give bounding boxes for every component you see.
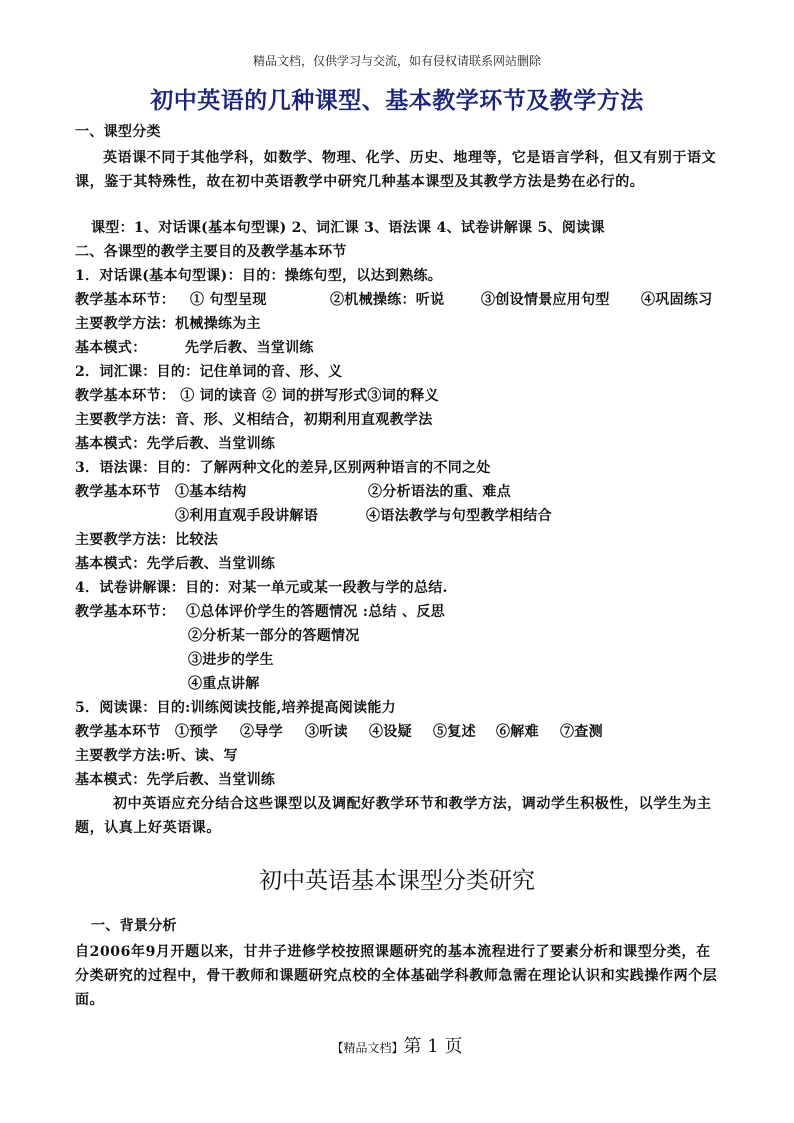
grammar-steps-label: 教学基本环节 bbox=[75, 484, 161, 500]
part2-title: 初中英语基本课型分类研究 bbox=[259, 868, 535, 894]
reading-mode: 基本模式：先学后教、当堂训练 bbox=[75, 772, 276, 788]
reading-method: 主要教学方法:听、读、写 bbox=[75, 748, 238, 764]
grammar-title: 3．语法课：目的：了解两种文化的差异,区别两种语言的不同之处 bbox=[75, 460, 491, 476]
reading-title: 5．阅读课：目的:训练阅读技能,培养提高阅读能力 bbox=[75, 700, 396, 716]
dialogue-steps-label: 教学基本环节： bbox=[75, 292, 176, 308]
test-title: 4．试卷讲解课：目的：对某一单元或某一段教与学的总结. bbox=[75, 580, 448, 596]
reading-step-5: ⑤复述 bbox=[433, 724, 476, 740]
header-note: 精品文档，仅供学习与交流，如有侵权请联系网站删除 bbox=[252, 54, 541, 68]
vocab-title: 2．词汇课：目的：记住单词的音、形、义 bbox=[75, 364, 343, 380]
course-types-line: 课型：1、对话课(基本句型课) 2、词汇课 3、语法课 4、试卷讲解课 5、阅读课 bbox=[91, 220, 605, 236]
section2-heading: 二、各课型的教学主要目的及教学基本环节 bbox=[75, 244, 347, 260]
dialogue-title: 1．对话课(基本句型课)：目的：操练句型，以达到熟练。 bbox=[75, 268, 443, 284]
test-steps-label: 教学基本环节： bbox=[75, 604, 176, 620]
reading-step-4: ④设疑 bbox=[369, 724, 412, 740]
grammar-step-2: ②分析语法的重、难点 bbox=[368, 484, 511, 500]
reading-step-1: ①预学 bbox=[175, 724, 218, 740]
part2-heading: 一、背景分析 bbox=[91, 918, 177, 934]
reading-steps-label: 教学基本环节 bbox=[75, 724, 161, 740]
grammar-step-3: ③利用直观手段讲解语 bbox=[175, 508, 318, 524]
dialogue-mode-label: 基本模式： bbox=[75, 340, 147, 356]
dialogue-step-2: ②机械操练：听说 bbox=[330, 292, 445, 308]
vocab-method: 主要教学方法：音、形、义相结合，初期利用直观教学法 bbox=[75, 412, 433, 428]
page-title: 初中英语的几种课型、基本教学环节及教学方法 bbox=[150, 88, 644, 114]
reading-step-3: ③听读 bbox=[305, 724, 348, 740]
vocab-steps: 教学基本环节： ① 词的读音 ② 词的拼写形式③词的释义 bbox=[75, 388, 439, 404]
grammar-step-4: ④语法教学与句型教学相结合 bbox=[366, 508, 552, 524]
dialogue-step-4: ④巩固练习 bbox=[641, 292, 713, 308]
conclusion-paragraph: 初中英语应充分结合这些课型以及调配好教学环节和教学方法，调动学生积极性，以学生为主题，认真上好英语课。 bbox=[75, 796, 712, 836]
part2-paragraph: 自2006年9月开题以来，甘井子进修学校按照课题研究的基本流程进行了要素分析和课型分类，在分类研究的过程中，骨干教师和课题研究点校的全体基础学科教师急需在理论认识和实践操作两个层面。 bbox=[75, 944, 718, 1008]
dialogue-step-1: ① 句型呈现 bbox=[190, 292, 267, 308]
page-number: 第 1 页 bbox=[403, 1036, 463, 1057]
dialogue-mode-value: 先学后教、当堂训练 bbox=[185, 340, 314, 356]
page-footer bbox=[0, 1032, 794, 1058]
section1-heading: 一、课型分类 bbox=[75, 124, 161, 140]
footer-tag: 【精品文档】 bbox=[331, 1041, 404, 1055]
dialogue-step-3: ③创设情景应用句型 bbox=[481, 292, 610, 308]
grammar-step-1: ①基本结构 bbox=[175, 484, 247, 500]
grammar-method: 主要教学方法：比较法 bbox=[75, 532, 218, 548]
test-step-2: ②分析某一部分的答题情况 bbox=[188, 628, 360, 644]
vocab-mode: 基本模式：先学后教、当堂训练 bbox=[75, 436, 276, 452]
test-step-3: ③进步的学生 bbox=[188, 652, 274, 668]
grammar-mode: 基本模式：先学后教、当堂训练 bbox=[75, 556, 276, 572]
test-step-1: ①总体评价学生的答题情况 :总结 、反思 bbox=[186, 604, 445, 620]
dialogue-method: 主要教学方法：机械操练为主 bbox=[75, 316, 261, 332]
reading-step-2: ②导学 bbox=[240, 724, 283, 740]
reading-step-7: ⑦查测 bbox=[560, 724, 603, 740]
reading-step-6: ⑥解难 bbox=[496, 724, 539, 740]
section1-paragraph: 英语课不同于其他学科，如数学、物理、化学、历史、地理等，它是语言学科，但又有别于语文课，鉴于其特殊性，故在初中英语教学中研究几种基本课型及其教学方法是势在必行的。 bbox=[75, 150, 717, 190]
test-step-4: ④重点讲解 bbox=[188, 676, 260, 692]
